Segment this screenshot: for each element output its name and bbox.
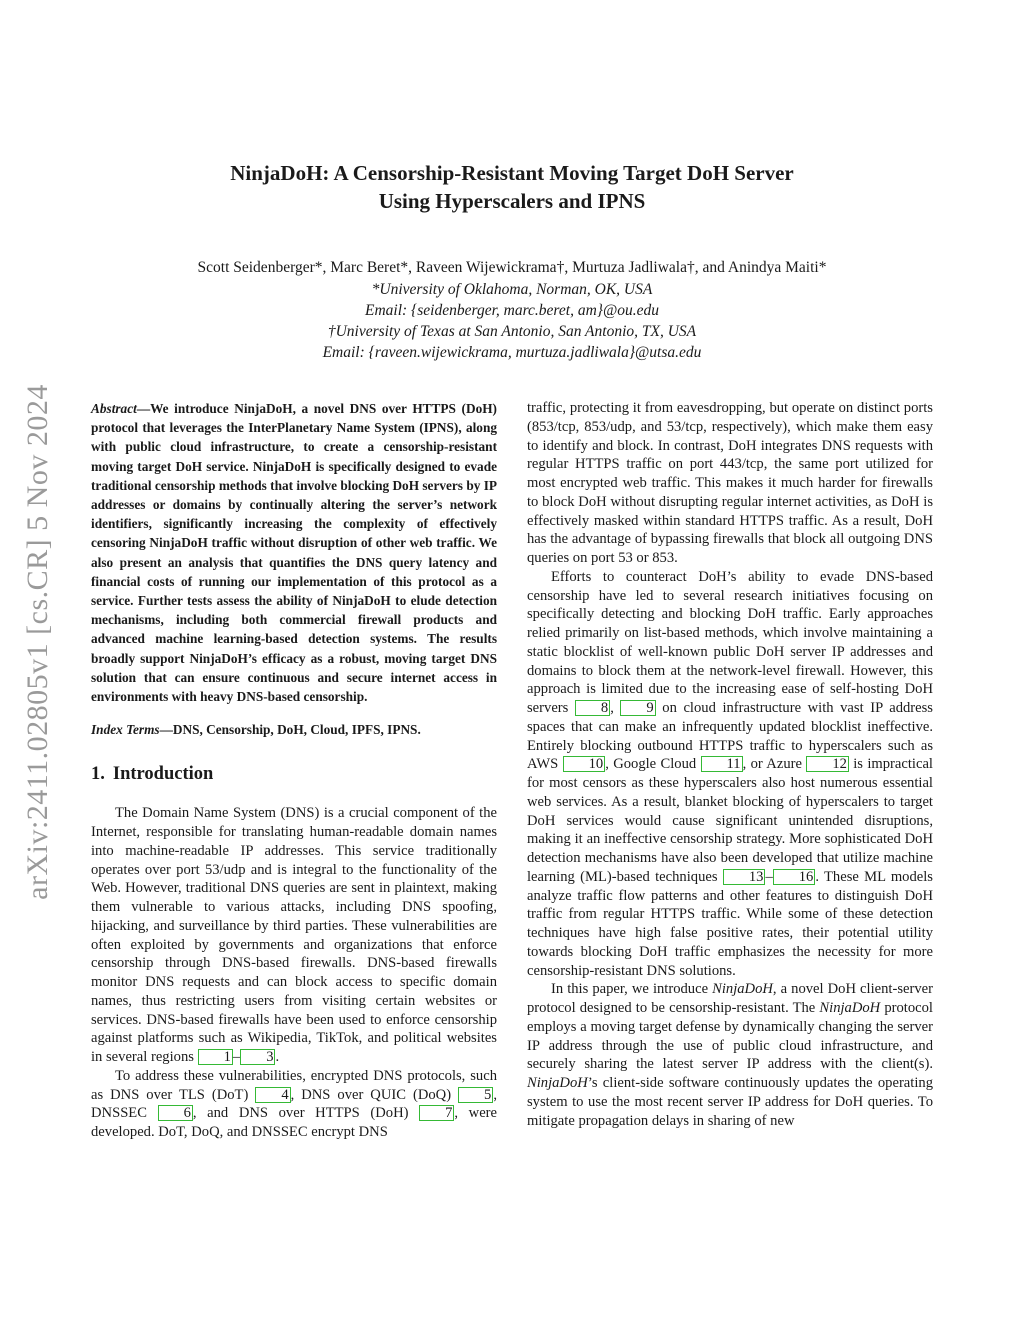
left-column bbox=[91, 399, 497, 1142]
intro-paragraph-4: Efforts to counteract DoH’s ability to evade DNS-based censorship have led to several research initiatives focusing on specifically detecting and blocking DoH traffic. Early approaches relied primarily on list-based methods, which involve maintaining a static blocklist of well-known public DoH server IP addresses and domains to block them at the network-level firewall. However, this approach is limited due to the increasing ease of self-hosting DoH servers 8 , 9 on cloud infrastructure with vast IP address spaces that can make an infrequently updated blocklist ineffective. Entirely blocking outbound HTTPS traffic to hyperscalers such as AWS 10 , Google Cloud 11 , or Azure 12 is impractical for most censors as these hyperscalers also host numerous essential web services. As a result, blanket blocking of hyperscalers to target DoH services would cause significant unintended disruptions, making it an ineffective censorship strategy. More sophisticated DoH detection mechanisms have also been developed that utilize machine learning (ML)-based techniques 13 – 16 . These ML models analyze traffic flow patterns and other features to distinguish DoH traffic from regular HTTPS traffic. While some of these detection techniques have high false positive rates, their potential utility towards blocking DoH traffic emphasizes the necessity for more censorship-resistant DNS solutions. bbox=[527, 568, 933, 979]
citation-link[interactable]: 6 bbox=[158, 1105, 193, 1121]
author-block bbox=[112, 257, 912, 363]
section-number: 1. bbox=[91, 764, 105, 785]
citation-link[interactable]: 7 bbox=[419, 1105, 454, 1121]
title-line-1: NinjaDoH: A Censorship-Resistant Moving Target DoH Server bbox=[230, 161, 794, 185]
abstract-label: Abstract bbox=[91, 401, 137, 416]
intro-paragraph-5: In this paper, we introduce NinjaDoH, a novel DoH client-server protocol designed to be censorship-resistant. The NinjaDoH protocol employs a moving target defense by dynamically changing the server IP address through the use of public cloud infrastructure, and securely sharing the latest server IP address with the client(s). NinjaDoH’s client-side software continuously updates the operating system to use the most recent server IP address for DoH queries. To mitigate propagation delays in sharing of new bbox=[527, 981, 933, 1129]
citation-link[interactable]: 3 bbox=[240, 1049, 275, 1065]
citation-link[interactable]: 1 bbox=[198, 1049, 233, 1065]
affiliation-1: *University of Oklahoma, Norman, OK, USA bbox=[371, 281, 653, 298]
index-terms-label: Index Terms bbox=[91, 722, 160, 738]
right-column bbox=[527, 399, 933, 1130]
citation-link[interactable]: 16 bbox=[773, 869, 816, 885]
abstract bbox=[91, 399, 497, 706]
emphasis-ninjadoh: NinjaDoH bbox=[819, 1000, 881, 1016]
citation-link[interactable]: 11 bbox=[701, 756, 743, 772]
citation-link[interactable]: 4 bbox=[255, 1087, 290, 1103]
title-line-2: Using Hyperscalers and IPNS bbox=[378, 189, 646, 213]
citation-link[interactable]: 9 bbox=[620, 700, 655, 716]
citation-link[interactable]: 5 bbox=[458, 1087, 493, 1103]
arxiv-identifier-stamp: arXiv:2411.02805v1 [cs.CR] 5 Nov 2024 bbox=[21, 384, 54, 900]
email-2: Email: {raveen.wijewickrama, murtuza.jadliwala}@utsa.edu bbox=[322, 344, 702, 361]
citation-link[interactable]: 12 bbox=[806, 756, 849, 772]
intro-paragraph-3: traffic, protecting it from eavesdropping, but operate on distinct ports (853/tcp, 853/udp, and 53/tcp, respectively), which make them easy to identify and block. In contrast, DoH integrates DNS requests with regular HTTPS traffic on port 443/tcp, the same port utilized for most encrypted web traffic. This makes it much harder for firewalls to block DoH without disrupting regular internet activities, as DoH is effectively masked within standard HTTPS traffic. As a result, DoH has the advantage of bypassing firewalls that block all outgoing DNS queries on port 53 or 853. bbox=[527, 400, 933, 566]
section-title: Introduction bbox=[112, 764, 214, 785]
email-1: Email: {seidenberger, marc.beret, am}@ou.edu bbox=[365, 302, 659, 319]
citation-link[interactable]: 8 bbox=[575, 700, 610, 716]
section-heading-introduction bbox=[91, 762, 497, 786]
index-terms bbox=[91, 720, 497, 739]
affiliation-2: †University of Texas at San Antonio, San Antonio, TX, USA bbox=[327, 323, 697, 340]
intro-paragraph-2: To address these vulnerabilities, encrypted DNS protocols, such as DNS over TLS (DoT) 4 , DNS over QUIC (DoQ) 5 , DNSSEC 6 , and DNS over HTTPS (DoH) 7 , were developed. DoT, DoQ, and DNSSEC encrypt DNS bbox=[91, 1067, 498, 1141]
paper-title bbox=[140, 159, 884, 215]
abstract-text: —We introduce NinjaDoH, a novel DNS over HTTPS (DoH) protocol that leverages the InterPlanetary Name System (IPNS), along with public cloud infrastructure, to create a censorship-resistant moving target DoH service. NinjaDoH is specifically designed to evade traditional censorship methods that involve blocking DoH servers by IP addresses or domains by continually altering the server’s network identifiers, significantly increasing the complexity of effectively censoring NinjaDoH traffic without disruption of other web traffic. We also present an analysis that quantifies the DNS query latency and financial costs of running our implementation of this protocol as a service. Further tests assess the ability of NinjaDoH to elude detection mechanisms, including both commercial firewall products and advanced machine learning-based detection systems. The results broadly support NinjaDoH’s efficacy as a robust, moving target DNS solution that can ensure continuous and secure internet access in environments with heavy DNS-based censorship. bbox=[91, 401, 497, 705]
intro-paragraph-1: The Domain Name System (DNS) is a crucial component of the Internet, responsible for translating human-readable domain names into machine-readable IP addresses. This service traditionally operates over port 53/udp and is integral to the functionality of the Web. However, traditional DNS queries are sent in plaintext, making them vulnerable to various attacks, including DNS spoofing, hijacking, and surveillance by third parties. These vulnerabilities are often exploited by governments and organizations that enforce censorship through DNS-based firewalls. DNS-based firewalls monitor DNS requests and can block access to specific domain names, thus restricting users from visiting certain websites or services. DNS-based firewalls have been used to enforce censorship against platforms such as Wikipedia, TikTok, and political websites in several regions 1 – 3 . bbox=[91, 805, 497, 1066]
emphasis-ninjadoh: NinjaDoH bbox=[527, 1075, 588, 1091]
citation-link[interactable]: 13 bbox=[723, 869, 766, 885]
emphasis-ninjadoh: NinjaDoH bbox=[712, 981, 773, 998]
author-list: Scott Seidenberger*, Marc Beret*, Raveen Wijewickrama†, Murtuza Jadliwala†, and Anindya Maiti* bbox=[197, 259, 827, 276]
index-terms-text: —DNS, Censorship, DoH, Cloud, IPFS, IPNS. bbox=[159, 722, 421, 738]
citation-link[interactable]: 10 bbox=[563, 756, 606, 772]
